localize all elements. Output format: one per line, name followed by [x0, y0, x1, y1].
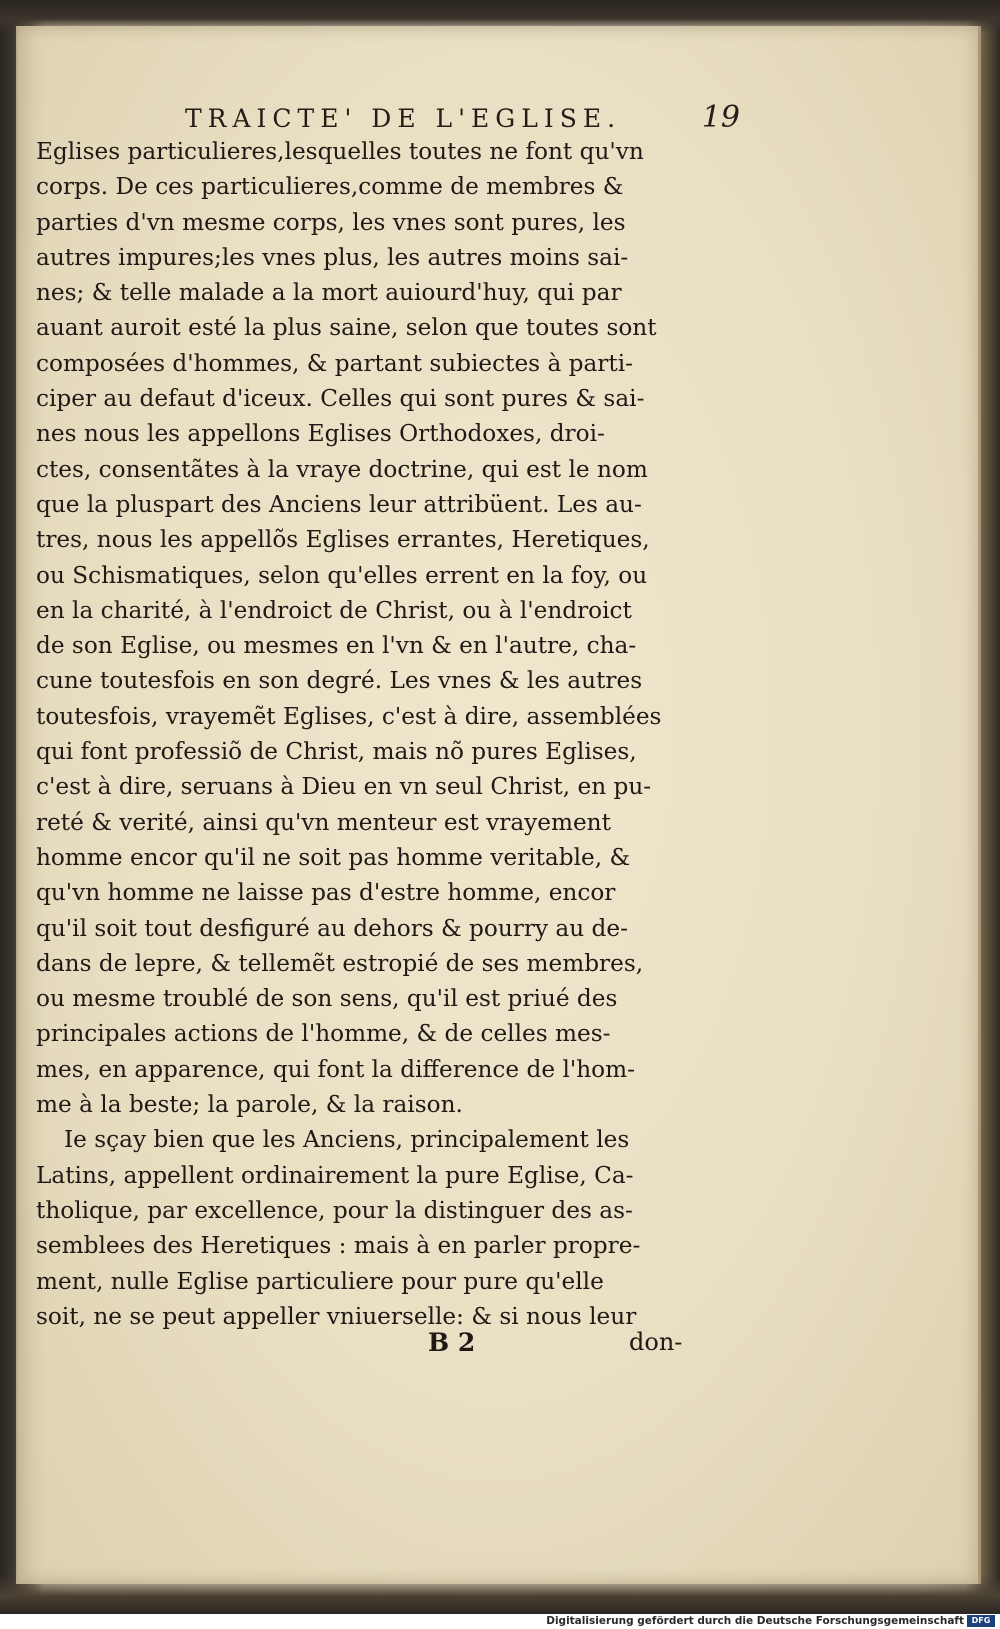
running-head-title: TRAICTE' DE L'EGLISE. [185, 104, 622, 133]
text-line: ou mesme troublé de son sens, qu'il est priué des [36, 985, 618, 1013]
text-line: tres, nous les appellõs Eglises errantes, Heretiques, [36, 526, 650, 554]
text-line: Latins, appellent ordinairement la pure Eglise, Ca- [36, 1161, 634, 1189]
text-line: ctes, consentãtes à la vraye doctrine, qui est le nom [36, 455, 648, 483]
text-line: de son Eglise, ou mesmes en l'vn & en l'autre, cha- [36, 632, 637, 660]
signature-mark: B 2 [428, 1328, 476, 1357]
text-line: que la pluspart des Anciens leur attribüent. Les au- [36, 490, 642, 518]
text-line: ou Schismatiques, selon qu'elles errent en la foy, ou [36, 561, 648, 589]
text-line: reté & verité, ainsi qu'vn menteur est vrayement [36, 808, 611, 836]
dfg-logo: DFG [967, 1615, 995, 1627]
text-line: corps. De ces particulieres,comme de membres & [36, 173, 624, 201]
digitization-footer [0, 1614, 1000, 1629]
text-line: nes nous les appellons Eglises Orthodoxes, droi- [36, 420, 605, 448]
text-line: parties d'vn mesme corps, les vnes sont pures, les [36, 208, 626, 236]
text-line: ciper au defaut d'iceux. Celles qui sont pures & sai- [36, 385, 645, 413]
text-line: dans de lepre, & tellemẽt estropié de ses membres, [36, 949, 644, 977]
text-line: c'est à dire, seruans à Dieu en vn seul Christ, en pu- [36, 773, 652, 801]
text-line: nes; & telle malade a la mort auiourd'huy, qui par [36, 279, 622, 307]
text-line: cune toutesfois en son degré. Les vnes & les autres [36, 667, 643, 695]
text-line: Eglises particulieres,lesquelles toutes ne font qu'vn [36, 138, 644, 165]
text-line: qu'il soit tout desfiguré au dehors & pourry au de- [36, 914, 628, 942]
text-line: composées d'hommes, & partant subiectes à parti- [36, 349, 633, 377]
text-line: semblees des Heretiques : mais à en parler propre- [36, 1232, 641, 1260]
funding-credit: Digitalisierung gefördert durch die Deutsche Forschungsgemeinschaft [546, 1615, 964, 1627]
text-line: tholique, par excellence, pour la distinguer des as- [36, 1196, 633, 1224]
body-text [36, 134, 736, 1334]
running-head [185, 100, 740, 135]
text-line: me à la beste; la parole, & la raison. [36, 1091, 463, 1119]
text-line: Ie sçay bien que les Anciens, principalement les [64, 1126, 630, 1154]
text-line: principales actions de l'homme, & de celles mes- [36, 1020, 611, 1048]
text-line: ment, nulle Eglise particuliere pour pure qu'elle [36, 1267, 604, 1295]
text-line: qu'vn homme ne laisse pas d'estre homme, encor [36, 879, 616, 907]
text-line: en la charité, à l'endroict de Christ, ou à l'endroict [36, 596, 632, 624]
text-line: auant auroit esté la plus saine, selon que toutes sont [36, 314, 657, 342]
text-line: mes, en apparence, qui font la difference de l'hom- [36, 1055, 635, 1083]
text-line: autres impures;les vnes plus, les autres moins sai- [36, 243, 629, 271]
text-line: soit, ne se peut appeller vniuerselle: & si nous leur [36, 1302, 637, 1330]
catchword: don- [629, 1328, 683, 1356]
page-number: 19 [701, 100, 740, 135]
text-line: qui font professiõ de Christ, mais nõ pures Eglises, [36, 738, 637, 766]
text-line: homme encor qu'il ne soit pas homme veritable, & [36, 843, 631, 871]
text-line: toutesfois, vrayemẽt Eglises, c'est à dire, assemblées [36, 702, 662, 730]
